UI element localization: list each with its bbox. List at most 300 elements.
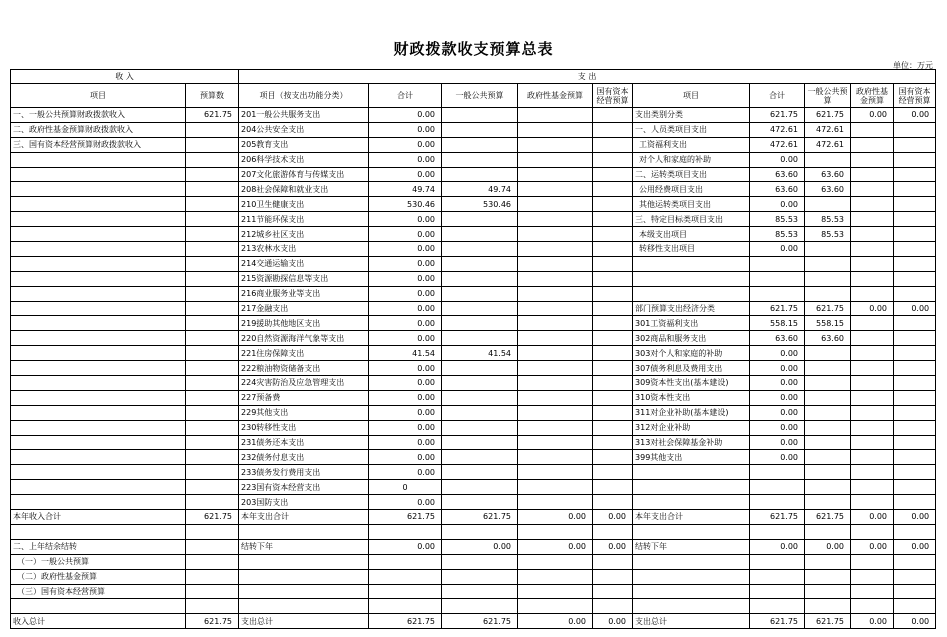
table-cell (633, 286, 750, 301)
table-cell (805, 405, 851, 420)
table-cell (894, 554, 936, 569)
table-cell: 621.75 (805, 510, 851, 525)
table-cell (805, 495, 851, 510)
table-cell (851, 346, 894, 361)
table-cell (805, 376, 851, 391)
table-cell: 621.75 (186, 510, 239, 525)
table-cell (11, 450, 186, 465)
table-cell: 0.00 (369, 122, 442, 137)
income-header: 收 入 (11, 70, 239, 84)
table-cell (518, 569, 593, 584)
table-row (11, 376, 936, 391)
table-cell: 309资本性支出(基本建设) (633, 376, 750, 391)
table-cell: 0.00 (805, 539, 851, 554)
table-cell (851, 152, 894, 167)
table-cell (442, 420, 518, 435)
table-cell (633, 480, 750, 495)
col-header: 预算数 (186, 84, 239, 108)
table-cell (11, 212, 186, 227)
table-row (11, 569, 936, 584)
table-cell (805, 390, 851, 405)
table-cell (851, 227, 894, 242)
table-cell (851, 256, 894, 271)
table-cell: 0.00 (750, 242, 805, 257)
table-cell (442, 450, 518, 465)
table-cell (518, 256, 593, 271)
table-cell: 本年收入合计 (11, 510, 186, 525)
table-cell (851, 554, 894, 569)
table-cell: 621.75 (369, 510, 442, 525)
table-cell (894, 152, 936, 167)
table-cell (805, 569, 851, 584)
col-header: 项目 (11, 84, 186, 108)
table-cell (593, 524, 633, 539)
table-cell (593, 286, 633, 301)
table-cell: 311对企业补助(基本建设) (633, 405, 750, 420)
table-cell: 232债务付息支出 (239, 450, 369, 465)
table-row (11, 346, 936, 361)
table-cell: 313对社会保障基金补助 (633, 435, 750, 450)
table-cell: 0.00 (369, 420, 442, 435)
table-cell: 530.46 (369, 197, 442, 212)
table-cell (805, 435, 851, 450)
table-cell: 0.00 (750, 346, 805, 361)
table-cell: 0.00 (750, 450, 805, 465)
table-cell (186, 301, 239, 316)
table-cell (750, 480, 805, 495)
table-cell: 41.54 (442, 346, 518, 361)
table-row (11, 256, 936, 271)
table-cell (369, 569, 442, 584)
table-cell (186, 152, 239, 167)
table-cell: 0.00 (369, 450, 442, 465)
table-cell (518, 450, 593, 465)
table-cell: 0.00 (894, 301, 936, 316)
table-cell: 85.53 (805, 227, 851, 242)
table-cell: （三）国有资本经营预算 (11, 584, 186, 599)
table-cell: 621.75 (805, 614, 851, 629)
table-cell (805, 242, 851, 257)
table-cell: 301工资福利支出 (633, 316, 750, 331)
table-cell: 0.00 (369, 435, 442, 450)
table-cell (593, 137, 633, 152)
table-cell (11, 599, 186, 614)
table-cell: 0.00 (369, 108, 442, 123)
table-cell: 208社会保障和就业支出 (239, 182, 369, 197)
table-cell: 0.00 (750, 361, 805, 376)
table-cell: 0.00 (518, 539, 593, 554)
table-cell (518, 584, 593, 599)
table-cell: 支出总计 (239, 614, 369, 629)
col-header: 项目（按支出功能分类） (239, 84, 369, 108)
table-cell (442, 405, 518, 420)
table-cell (186, 242, 239, 257)
table-cell (633, 524, 750, 539)
table-cell (593, 569, 633, 584)
table-cell (633, 495, 750, 510)
table-cell (518, 480, 593, 495)
table-cell: 63.60 (750, 331, 805, 346)
table-cell (11, 405, 186, 420)
unit-label: 单位：万元 (893, 61, 933, 70)
table-cell (851, 197, 894, 212)
table-cell (11, 256, 186, 271)
table-row (11, 599, 936, 614)
table-row (11, 435, 936, 450)
table-cell: 215资源勘探信息等支出 (239, 271, 369, 286)
table-cell (805, 524, 851, 539)
table-cell: 223国有资本经营支出 (239, 480, 369, 495)
table-cell: 210卫生健康支出 (239, 197, 369, 212)
col-header: 政府性基金预算 (518, 84, 593, 108)
table-cell (518, 242, 593, 257)
table-row (11, 495, 936, 510)
table-cell (518, 137, 593, 152)
table-row (11, 450, 936, 465)
table-cell: 0.00 (369, 331, 442, 346)
table-cell (633, 599, 750, 614)
table-cell (851, 212, 894, 227)
table-cell: （一）一般公共预算 (11, 554, 186, 569)
table-cell: 312对企业补助 (633, 420, 750, 435)
table-cell: 621.75 (186, 108, 239, 123)
table-cell: 49.74 (442, 182, 518, 197)
table-cell (593, 108, 633, 123)
table-cell: 0.00 (750, 405, 805, 420)
table-cell (186, 376, 239, 391)
table-cell: 213农林水支出 (239, 242, 369, 257)
table-cell (750, 256, 805, 271)
table-cell: 203国防支出 (239, 495, 369, 510)
table-cell: 部门预算支出经济分类 (633, 301, 750, 316)
table-row (11, 390, 936, 405)
table-cell (851, 331, 894, 346)
table-cell (186, 480, 239, 495)
table-cell (442, 316, 518, 331)
table-cell: 0.00 (369, 376, 442, 391)
table-cell (851, 465, 894, 480)
table-cell (11, 361, 186, 376)
col-header: 国有资本经营预算 (894, 84, 936, 108)
table-cell (851, 242, 894, 257)
table-cell: 472.61 (750, 137, 805, 152)
table-cell: 224灾害防治及应急管理支出 (239, 376, 369, 391)
table-cell (805, 256, 851, 271)
table-cell (593, 212, 633, 227)
table-cell (239, 554, 369, 569)
table-cell: 211节能环保支出 (239, 212, 369, 227)
table-cell (750, 286, 805, 301)
table-cell (633, 256, 750, 271)
table-cell (11, 242, 186, 257)
table-cell: 三、国有资本经营预算财政拨款收入 (11, 137, 186, 152)
table-row (11, 465, 936, 480)
table-cell: 227预备费 (239, 390, 369, 405)
table-cell (186, 554, 239, 569)
table-cell: 0.00 (750, 420, 805, 435)
table-cell (11, 390, 186, 405)
table-cell: 0.00 (369, 137, 442, 152)
table-row (11, 584, 936, 599)
table-cell (186, 584, 239, 599)
table-cell (894, 271, 936, 286)
table-cell: 207文化旅游体育与传媒支出 (239, 167, 369, 182)
table-cell (186, 599, 239, 614)
table-cell: 219援助其他地区支出 (239, 316, 369, 331)
table-cell (442, 301, 518, 316)
table-cell: 0.00 (369, 405, 442, 420)
table-cell (11, 271, 186, 286)
table-cell: 0.00 (851, 301, 894, 316)
table-row (11, 137, 936, 152)
table-cell (518, 227, 593, 242)
table-cell (518, 495, 593, 510)
table-cell (851, 599, 894, 614)
table-cell: 0.00 (750, 539, 805, 554)
table-cell (894, 480, 936, 495)
table-cell: 621.75 (750, 108, 805, 123)
table-cell (11, 301, 186, 316)
table-cell: 212城乡社区支出 (239, 227, 369, 242)
table-cell (11, 286, 186, 301)
table-cell (11, 316, 186, 331)
table-cell (851, 450, 894, 465)
table-cell: 本级支出项目 (633, 227, 750, 242)
table-row (11, 197, 936, 212)
table-row (11, 122, 936, 137)
table-cell: 63.60 (750, 182, 805, 197)
table-cell: 307债务利息及费用支出 (633, 361, 750, 376)
table-cell (593, 242, 633, 257)
col-header: 政府性基金预算 (851, 84, 894, 108)
table-cell: 0.00 (518, 510, 593, 525)
table-cell (593, 301, 633, 316)
table-cell (894, 242, 936, 257)
table-cell (805, 286, 851, 301)
table-cell (894, 137, 936, 152)
table-cell (186, 390, 239, 405)
table-cell (442, 242, 518, 257)
table-cell: 本年支出合计 (633, 510, 750, 525)
table-cell (633, 271, 750, 286)
table-cell (593, 271, 633, 286)
table-row (11, 182, 936, 197)
table-cell: 621.75 (750, 614, 805, 629)
table-cell: 530.46 (442, 197, 518, 212)
table-cell: 0.00 (894, 510, 936, 525)
table-cell (442, 554, 518, 569)
table-cell (11, 524, 186, 539)
table-row (11, 301, 936, 316)
table-cell: 0.00 (369, 316, 442, 331)
table-cell (851, 435, 894, 450)
table-cell (11, 465, 186, 480)
header-row-columns (11, 84, 936, 108)
table-cell (851, 316, 894, 331)
table-cell (851, 480, 894, 495)
table-cell: 其他运转类项目支出 (633, 197, 750, 212)
table-cell: （二）政府性基金预算 (11, 569, 186, 584)
table-cell (11, 197, 186, 212)
table-cell: 558.15 (805, 316, 851, 331)
table-cell (593, 182, 633, 197)
table-cell (805, 271, 851, 286)
table-cell: 472.61 (750, 122, 805, 137)
table-cell (593, 227, 633, 242)
table-cell: 0.00 (851, 108, 894, 123)
table-cell: 本年支出合计 (239, 510, 369, 525)
table-cell (750, 569, 805, 584)
table-cell (186, 137, 239, 152)
table-cell (518, 554, 593, 569)
table-cell (518, 197, 593, 212)
table-cell (750, 584, 805, 599)
table-cell: 一、人员类项目支出 (633, 122, 750, 137)
table-cell (442, 465, 518, 480)
table-cell (894, 569, 936, 584)
page-title: 财政拨款收支预算总表 (393, 40, 554, 58)
table-cell: 转移性支出项目 (633, 242, 750, 257)
table-cell: 0.00 (851, 510, 894, 525)
table-cell (894, 182, 936, 197)
table-cell (894, 331, 936, 346)
table-cell (851, 167, 894, 182)
table-cell (805, 554, 851, 569)
table-cell (186, 271, 239, 286)
table-cell (518, 286, 593, 301)
table-cell (239, 569, 369, 584)
table-cell: 0.00 (851, 539, 894, 554)
table-cell: 0.00 (369, 227, 442, 242)
table-cell (894, 167, 936, 182)
table-cell: 0.00 (369, 539, 442, 554)
table-cell: 0.00 (369, 242, 442, 257)
table-cell (805, 599, 851, 614)
table-cell (11, 495, 186, 510)
table-cell (593, 256, 633, 271)
table-cell (442, 331, 518, 346)
table-cell (894, 495, 936, 510)
table-cell: 216商业服务业等支出 (239, 286, 369, 301)
table-row (11, 271, 936, 286)
table-cell: 0.00 (593, 539, 633, 554)
table-cell (186, 524, 239, 539)
table-cell: 63.60 (750, 167, 805, 182)
table-cell (593, 167, 633, 182)
col-header: 合计 (750, 84, 805, 108)
table-cell: 621.75 (442, 614, 518, 629)
table-cell: 0.00 (750, 197, 805, 212)
table-cell: 0.00 (369, 271, 442, 286)
col-header: 一般公共预算 (442, 84, 518, 108)
table-cell: 621.75 (805, 108, 851, 123)
table-cell (442, 599, 518, 614)
table-cell: 303对个人和家庭的补助 (633, 346, 750, 361)
table-cell (851, 390, 894, 405)
table-cell (593, 480, 633, 495)
table-cell (518, 465, 593, 480)
table-cell: 0.00 (369, 256, 442, 271)
table-cell (442, 152, 518, 167)
table-cell (593, 376, 633, 391)
table-row (11, 242, 936, 257)
table-cell: 二、政府性基金预算财政拨款收入 (11, 122, 186, 137)
table-cell (186, 361, 239, 376)
table-cell (633, 465, 750, 480)
table-cell: 231债务还本支出 (239, 435, 369, 450)
col-header: 一般公共预算 (805, 84, 851, 108)
table-cell (593, 554, 633, 569)
table-cell (442, 376, 518, 391)
table-cell (894, 465, 936, 480)
table-cell (894, 197, 936, 212)
table-cell (851, 182, 894, 197)
table-cell: 一、一般公共预算财政拨款收入 (11, 108, 186, 123)
table-cell (186, 539, 239, 554)
table-cell (518, 420, 593, 435)
table-cell: 621.75 (805, 301, 851, 316)
table-cell: 0.00 (894, 108, 936, 123)
table-cell (593, 420, 633, 435)
table-cell (11, 152, 186, 167)
table-cell (11, 331, 186, 346)
table-row (11, 524, 936, 539)
table-cell (633, 584, 750, 599)
table-cell (518, 361, 593, 376)
table-row (11, 167, 936, 182)
table-cell (239, 599, 369, 614)
table-cell (442, 480, 518, 495)
table-cell (186, 197, 239, 212)
table-cell (11, 420, 186, 435)
table-cell: 0.00 (442, 539, 518, 554)
table-cell (186, 420, 239, 435)
table-cell: 0.00 (750, 435, 805, 450)
table-cell (442, 390, 518, 405)
table-row (11, 405, 936, 420)
table-cell: 0 (369, 480, 442, 495)
table-cell (750, 495, 805, 510)
table-cell: 0.00 (369, 286, 442, 301)
table-cell (369, 584, 442, 599)
col-header: 项目 (633, 84, 750, 108)
table-cell: 472.61 (805, 122, 851, 137)
table-cell (11, 167, 186, 182)
table-cell (805, 480, 851, 495)
table-cell (186, 256, 239, 271)
table-cell: 206科学技术支出 (239, 152, 369, 167)
table-cell: 621.75 (750, 510, 805, 525)
table-cell: 0.00 (851, 614, 894, 629)
table-cell: 0.00 (369, 212, 442, 227)
table-cell: 支出类别分类 (633, 108, 750, 123)
table-cell (894, 376, 936, 391)
table-cell: 49.74 (369, 182, 442, 197)
table-cell (11, 182, 186, 197)
table-row (11, 286, 936, 301)
table-cell (518, 405, 593, 420)
table-cell: 0.00 (593, 614, 633, 629)
table-cell: 230转移性支出 (239, 420, 369, 435)
table-cell: 214交通运输支出 (239, 256, 369, 271)
table-cell (593, 390, 633, 405)
table-cell (894, 420, 936, 435)
table-cell (805, 361, 851, 376)
table-cell: 621.75 (369, 614, 442, 629)
col-header: 合计 (369, 84, 442, 108)
table-cell (369, 599, 442, 614)
table-cell: 201一般公共服务支出 (239, 108, 369, 123)
